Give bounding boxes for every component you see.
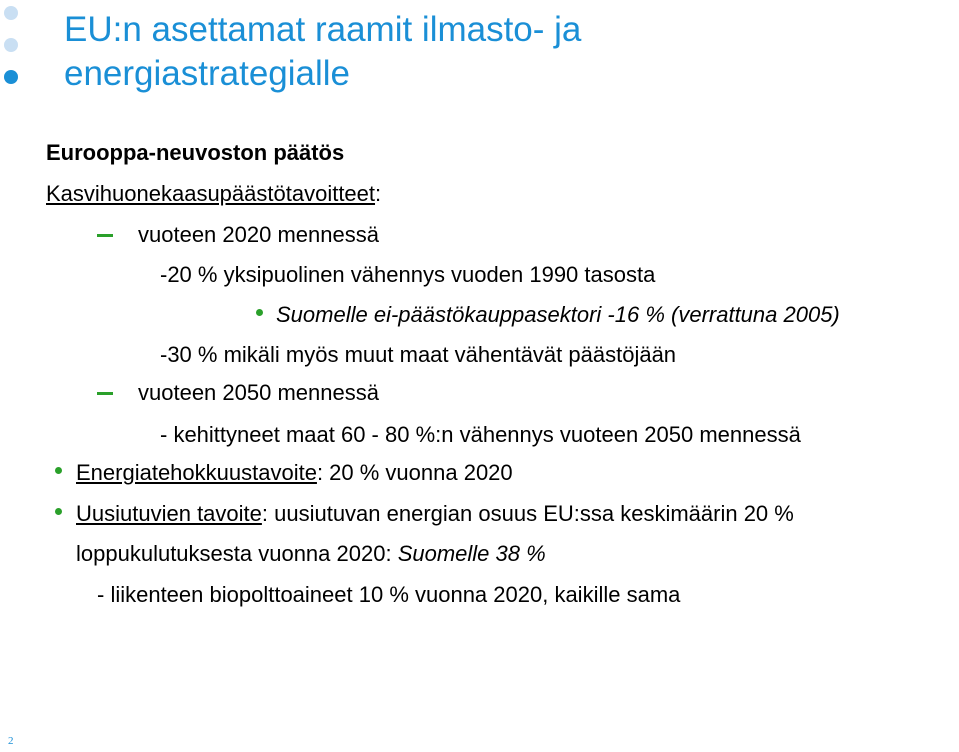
finland-16-line: Suomelle ei-päästökauppasektori -16 % (verrattuna 2005)	[276, 302, 840, 327]
renewable-target-line	[76, 501, 794, 527]
section-heading: Eurooppa-neuvoston päätös	[46, 140, 345, 165]
cut-20-line: -20 % yksipuolinen vähennys vuoden 1990 tasosta	[160, 262, 656, 287]
bullet-dot	[256, 309, 263, 316]
finland-38-text: Suomelle 38 %	[397, 541, 546, 566]
title-line-2: energiastrategialle	[64, 54, 351, 93]
dash-marker	[97, 234, 113, 237]
developed-countries-line: - kehittyneet maat 60 - 80 %:n vähennys vuoteen 2050 mennessä	[160, 422, 801, 447]
efficiency-target-value: : 20 % vuonna 2020	[316, 460, 513, 485]
final-consumption-line	[76, 541, 546, 567]
transport-biofuels-line: - liikenteen biopolttoaineet 10 % vuonna 2020, kaikille sama	[97, 582, 681, 607]
by-2020-line: vuoteen 2020 mennessä	[138, 222, 379, 247]
decor-dot-3	[4, 70, 18, 84]
bullet-dot	[55, 467, 62, 474]
final-consumption-text: loppukulutuksesta vuonna 2020:	[76, 541, 398, 566]
decor-dot-1	[4, 6, 18, 20]
ghg-targets-line	[46, 181, 381, 207]
page-number: 2	[8, 735, 14, 747]
title-line-1: EU:n asettamat raamit ilmasto- ja	[64, 10, 582, 49]
ghg-targets-colon: :	[375, 181, 382, 206]
cut-30-line: -30 % mikäli myös muut maat vähentävät päästöjään	[160, 342, 677, 367]
ghg-targets-label: Kasvihuonekaasupäästötavoitteet	[46, 181, 376, 206]
bullet-dot	[55, 508, 62, 515]
efficiency-target-label: Energiatehokkuustavoite	[76, 460, 317, 485]
page-title	[64, 8, 924, 96]
dash-marker	[97, 392, 113, 395]
efficiency-target-line	[76, 460, 513, 486]
decor-dot-2	[4, 38, 18, 52]
by-2050-line: vuoteen 2050 mennessä	[138, 380, 379, 405]
renewable-target-value: : uusiutuvan energian osuus EU:ssa keskimäärin 20 %	[261, 501, 794, 526]
renewable-target-label: Uusiutuvien tavoite	[76, 501, 262, 526]
